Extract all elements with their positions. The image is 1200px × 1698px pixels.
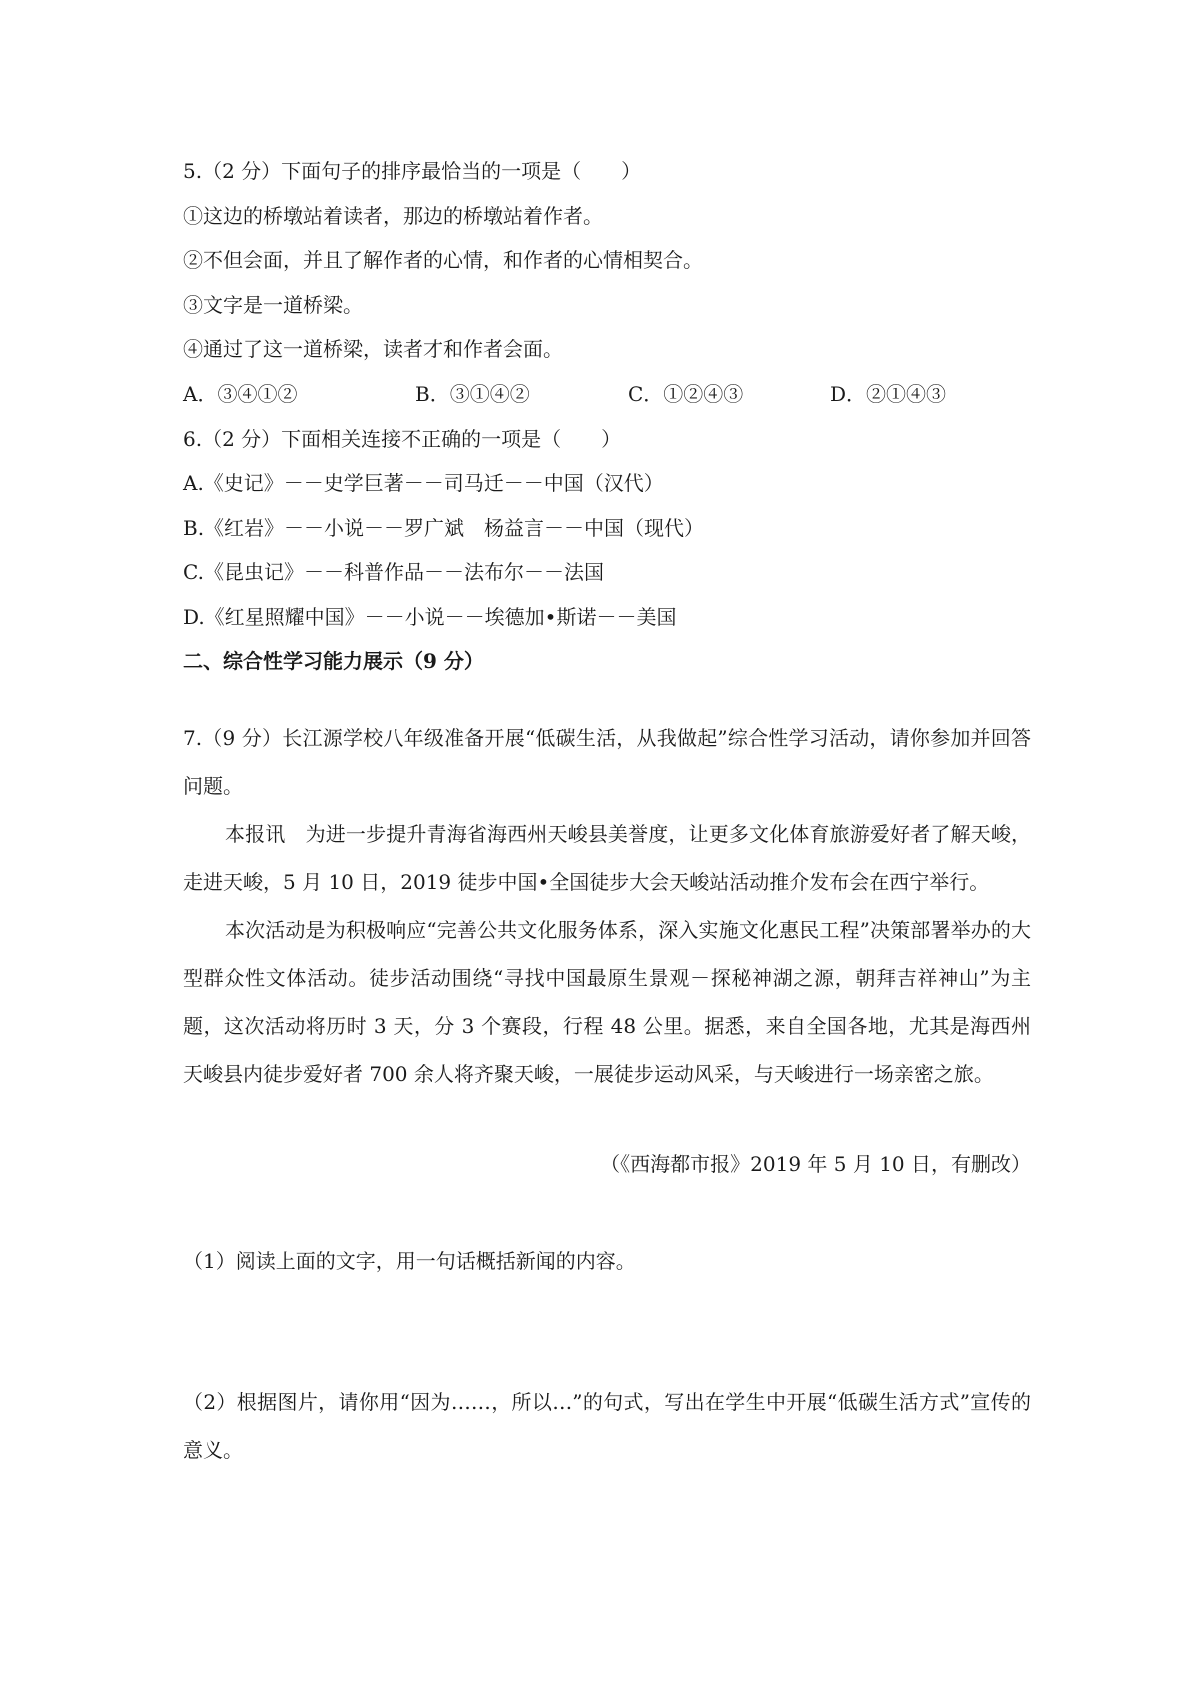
q7-news-paragraph-1: 本报讯 为进一步提升青海省海西州天峻县美誉度，让更多文化体育旅游爱好者了解天峻，走进天峻，5 月 10 日，2019 徒步中国•全国徒步大会天峻站活动推介发布会在西宁举行。 [183,822,1031,894]
q6-option-b: B.《红岩》－－小说－－罗广斌 杨益言－－中国（现代） [183,516,705,540]
q7-news-source: （《西海都市报》2019 年 5 月 10 日，有删改） [600,1152,1031,1176]
q7-stem: 7.（9 分）长江源学校八年级准备开展“低碳生活，从我做起”综合性学习活动，请你参加并回答问题。 [183,726,1031,798]
q7-sub-question-1: （1）阅读上面的文字，用一句话概括新闻的内容。 [183,1249,636,1273]
q6-stem: 6.（2 分）下面相关连接不正确的一项是（ ） [183,427,622,451]
q6-option-c: C.《昆虫记》－－科普作品－－法布尔－－法国 [183,560,604,584]
q7-sub-question-2: （2）根据图片，请你用“因为……，所以…”的句式，写出在学生中开展“低碳生活方式”宣传的意义。 [183,1390,1031,1462]
q6-option-a: A.《史记》－－史学巨著－－司马迁－－中国（汉代） [183,471,664,495]
q5-sentence-4: ④通过了这一道桥梁，读者才和作者会面。 [183,337,563,361]
q5-stem: 5.（2 分）下面句子的排序最恰当的一项是（ ） [183,159,642,183]
q5-option-a: A．③④①② [183,382,298,406]
q5-sentence-2: ②不但会面，并且了解作者的心情，和作者的心情相契合。 [183,248,703,272]
q5-option-c: C．①②④③ [628,382,744,406]
q5-option-b: B．③①④② [415,382,530,406]
q7-news-paragraph-2: 本次活动是为积极响应“完善公共文化服务体系，深入实施文化惠民工程”决策部署举办的大型群众性文体活动。徒步活动围绕“寻找中国最原生景观－探秘神湖之源，朝拜吉祥神山”为主题，这次活动将历时 3 天，分 3 个赛段，行程 48 公里。据悉，来自全国各地，尤其是海西州天峻县内徒步爱好者 700 余人将齐聚天峻，一展徒步运动风采，与天峻进行一场亲密之旅。 [183,918,1031,1086]
q5-sentence-3: ③文字是一道桥梁。 [183,293,363,317]
q6-option-d: D.《红星照耀中国》－－小说－－埃德加•斯诺－－美国 [183,605,677,629]
section-heading: 二、综合性学习能力展示（9 分） [183,649,484,673]
q5-sentence-1: ①这边的桥墩站着读者，那边的桥墩站着作者。 [183,204,603,228]
q5-option-d: D．②①④③ [830,382,947,406]
